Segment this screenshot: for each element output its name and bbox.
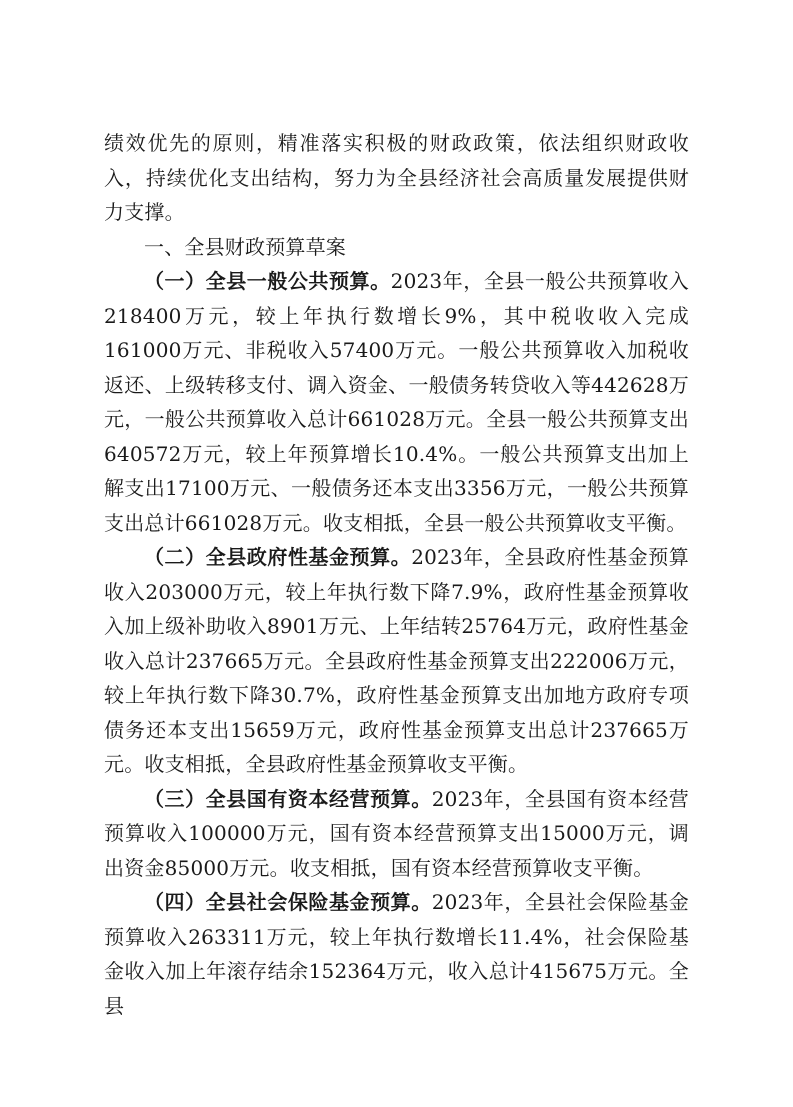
document-page xyxy=(104,126,689,1023)
paragraph-body: 2023年，全县政府性基金预算收入203000万元，较上年执行数下降7.9%，政府性基金预算收入加上级补助收入8901万元、上年结转25764万元，政府性基金收入总计237665万元。全县政府性基金预算支出222006万元，较上年执行数下降30.7%，政府性基金预算支出加地方政府专项债务还本支出15659万元，政府性基金预算支出总计237665万元。收支相抵，全县政府性基金预算收支平衡。 xyxy=(104,545,689,776)
paragraph-general-budget xyxy=(104,264,689,540)
paragraph-title: （三）全县国有资本经营预算。 xyxy=(144,786,432,811)
paragraph-title: （二）全县政府性基金预算。 xyxy=(144,545,412,569)
paragraph-fund-budget xyxy=(104,540,689,782)
paragraph-social-insurance-budget xyxy=(104,885,689,1023)
paragraph-body: 2023年，全县社会保险基金预算收入263311万元，较上年执行数增长11.4%，社会保险基金收入加上年滚存结余152364万元，收入总计415675万元。全县 xyxy=(104,890,689,1018)
intro-paragraph: 绩效优先的原则，精准落实积极的财政政策，依法组织财政收入，持续优化支出结构，努力为全县经济社会高质量发展提供财力支撑。 xyxy=(104,131,689,224)
paragraph-state-capital-budget xyxy=(104,782,689,886)
section-heading: 一、全县财政预算草案 xyxy=(144,234,346,259)
paragraph-title: （四）全县社会保险基金预算。 xyxy=(144,890,432,914)
paragraph-body: 2023年，全县国有资本经营预算收入100000万元，国有资本经营预算支出15000万元，调出资金85000万元。收支相抵，国有资本经营预算收支平衡。 xyxy=(104,786,689,880)
paragraph-title: （一）全县一般公共预算。 xyxy=(144,269,391,293)
paragraph-body: 2023年，全县一般公共预算收入218400万元，较上年执行数增长9%，其中税收收入完成161000万元、非税收入57400万元。一般公共预算收入加税收返还、上级转移支付、调入资金、一般债务转贷收入等442628万元，一般公共预算收入总计661028万元。全县一般公共预算支出640572万元，较上年预算增长10.4%。一般公共预算支出加上解支出17100万元、一般债务还本支出3356万元，一般公共预算支出总计661028万元。收支相抵，全县一般公共预算收支平衡。 xyxy=(104,269,689,535)
